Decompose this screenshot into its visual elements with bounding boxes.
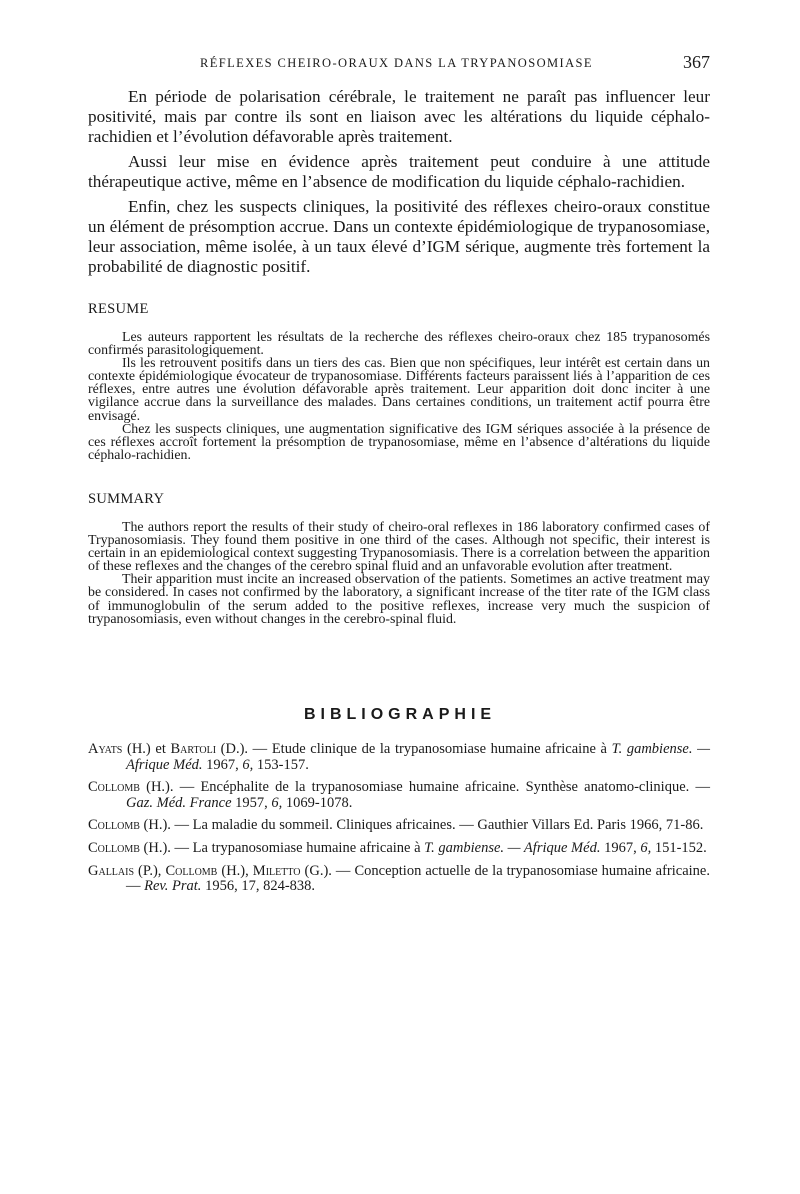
resume-block [88,331,710,462]
reference-journal: Gaz. Méd. France [126,794,232,811]
reference-separator: (P.), [134,862,166,879]
reference-entry [88,780,710,811]
reference-journal: T. gambiense. — Afrique Méd. [126,741,710,773]
reference-entry [88,864,710,895]
reference-entry [88,841,710,857]
resume-paragraph: Les auteurs rapportent les résultats de la recherche des réflexes cheiro-oraux chez 185 trypanosomés confirmés parasitologiquement. [88,330,710,359]
reference-separator: (H.). — [139,839,193,856]
reference-separator: (G.). — [300,862,355,879]
reference-author: Gallais [88,862,135,879]
reference-separator: (H.). — [139,817,193,834]
reference-year: 1957, [231,794,272,811]
resume-heading: RESUME [88,301,149,317]
reference-title: Etude clinique de la trypanosomiase humaine africaine à [271,741,612,757]
reference-author: Miletto [252,862,301,879]
reference-separator: (H.) et [122,741,171,757]
bibliography-heading: BIBLIOGRAPHIE [303,706,497,723]
reference-author: Collomb [88,817,140,834]
running-title: RÉFLEXES CHEIRO-ORAUX DANS LA TRYPANOSOMIASE [200,56,593,70]
reference-title: Encéphalite de la trypanosomiase humaine africaine. Synthèse anatomo-clinique. — [200,779,710,796]
reference-author: Collomb [165,862,218,879]
reference-year: 1956, 17, 824-838. [201,878,316,895]
reference-title: Conception actuelle de la trypanosomiase humaine africaine. — [126,862,710,895]
resume-paragraph: Chez les suspects cliniques, une augmentation significative des IGM sériques associée à la présence de ces réflexes accroît fortement la présomption de trypanosomiase, même en l’absence d’altérations du liquide céphalo-rachidien. [88,421,710,463]
page-number: 367 [683,52,710,72]
reference-entry [88,818,710,834]
reference-separator: (D.). — [216,741,272,757]
reference-year: 1967, [600,839,641,856]
summary-paragraph: The authors report the results of their study of cheiro-oral reflexes in 186 laboratory confirmed cases of Trypanosomiasis. They found them positive in one third of the cases. Although not specific, their interest is certain in an epidemiological context suggesting Trypanosomiasis. There is a correlation between the apparition of these reflexes and the changes of the cerebro spinal fluid and an unfavorable evolution after treatment. [88,520,710,575]
reference-year: 1967, [202,756,243,773]
reference-pages: 1069-1078. [282,794,353,811]
reference-pages: 153-157. [253,756,309,773]
summary-block [88,521,710,626]
summary-paragraph: Their apparition must incite an increased observation of the patients. Sometimes an active treatment may be considered. In cases not confirmed by the laboratory, a significant increase of the titer rate of the IGM class of immunoglobulin of the serum added to the positive reflexes, increase very much the suspicion of trypanosomiasis, even without changes in the cerebro-spinal fluid. [88,572,710,627]
reference-entry [88,742,710,773]
reference-journal: Rev. Prat. [144,878,202,895]
body-paragraph: Aussi leur mise en évidence après traitement peut conduire à une attitude thérapeutique active, même en l’absence de modification du liquide céphalo-rachidien. [88,152,710,191]
summary-heading: SUMMARY [88,491,165,507]
reference-author: Bartoli [170,741,217,757]
reference-author: Ayats [88,741,123,757]
reference-separator: (H.). — [139,779,201,796]
reference-volume: 6, [242,756,254,773]
reference-journal: T. gambiense. — Afrique Méd. [424,839,601,856]
reference-title: La trypanosomiase humaine africaine à [192,839,425,856]
bibliography-list [88,742,710,902]
reference-title: La maladie du sommeil. Cliniques africaines. — Gauthier Villars Ed. Paris 1966, 71-86. [192,817,704,834]
reference-pages: 151-152. [651,839,707,856]
body-paragraph: En période de polarisation cérébrale, le traitement ne paraît pas influencer leur positivité, mais par contre ils sont en liaison avec les altérations du liquide céphalo-rachidien et l’évolution défavorable après traitement. [88,87,710,146]
reference-author: Collomb [88,839,140,856]
running-head [88,52,710,76]
body-text [88,87,710,277]
reference-volume: 6, [271,794,283,811]
reference-author: Collomb [88,779,140,796]
body-paragraph: Enfin, chez les suspects cliniques, la positivité des réflexes cheiro-oraux constitue un élément de présomption accrue. Dans un contexte épidémiologique de trypanosomiase, leur association, même isolée, à un taux élevé d’IGM sérique, augmente très fortement la probabilité de diagnostic positif. [88,197,710,276]
reference-volume: 6, [640,839,652,856]
resume-paragraph: Ils les retrouvent positifs dans un tiers des cas. Bien que non spécifiques, leur intérêt est certain dans un contexte épidémiologique évocateur de trypanosomiase. Différents facteurs paraissent liés à l’apparition de ces réflexes, entre autres une évolution défavorable après traitement. Leur apparition doit donc inciter à une vigilance accrue dans la surveillance des malades. Dans certaines conditions, un traitement actif pourra être envisagé. [88,356,710,424]
reference-separator: (H.), [217,862,253,879]
